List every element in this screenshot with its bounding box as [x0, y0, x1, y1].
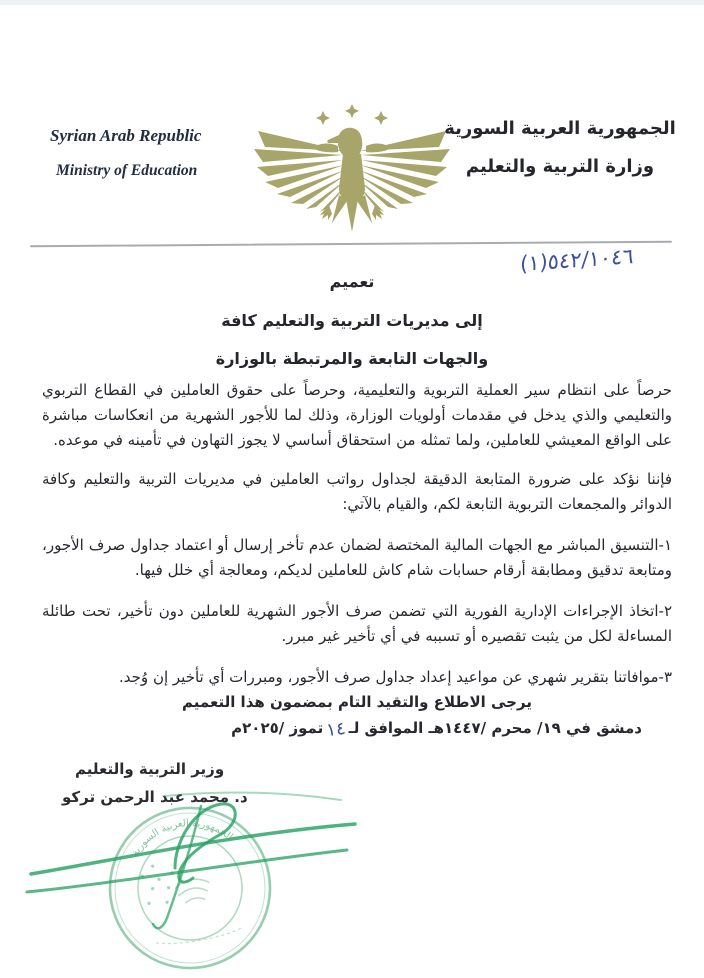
- document-title: تعميم: [329, 272, 375, 291]
- eagle-tail: [332, 195, 372, 232]
- eagle-shapes: [254, 104, 450, 232]
- closing-statement: يرجى الاطلاع والتقيد التام بمضمون هذا التعميم: [182, 693, 532, 711]
- star-icon: [374, 111, 388, 125]
- header-english: [50, 126, 240, 180]
- country-name-ar: الجمهورية العربية السورية: [444, 118, 676, 139]
- scrawl-stroke-top: [165, 793, 341, 800]
- date-printed-suffix: تموز /٢٠٢٥م: [231, 719, 324, 737]
- date-printed-prefix: دمشق في ١٩/ محرم /١٤٤٧هـ الموافق لـ: [348, 719, 642, 737]
- star-icon: [345, 104, 359, 118]
- signatory-title: وزير التربية والتعليم: [75, 760, 225, 778]
- numbered-item-3: ٣-موافاتنا بتقرير شهري عن مواعيد إعداد جداول صرف الأجور، ومبررات أي تأخير إن وُجد.: [119, 668, 672, 686]
- handwritten-day-number: ١٤: [325, 717, 348, 742]
- addressee-line-2: والجهات التابعة والمرتبطة بالوزارة: [215, 349, 489, 368]
- eagle-left-wing: [254, 131, 348, 212]
- stamp-curved-text: الجمهورية العربية السورية: [129, 818, 235, 859]
- eagle-right-wing: [356, 131, 450, 212]
- numbered-item-2: ٢-اتخاذ الإجراءات الإدارية الفورية التي تضمن صرف الأجور الشهرية للعاملين دون تأخير، تحت طائلة المساءلة لكل من يثبت تقصيره أو تسببه في أي تأخير غير مبرر.: [42, 602, 672, 645]
- official-stamp-and-signature-icon: [25, 790, 365, 978]
- header-divider: [30, 241, 672, 247]
- scrawl-stroke-long-1: [31, 824, 355, 874]
- stamp-bottom-dashes: [156, 927, 244, 947]
- body-paragraph-1: حرصاً على انتظام سير العملية التربوية والتعليمية، وحرصاً على حقوق العاملين في القطاع التربوي والتعليمي والذي يدخل في مقدمات أولويات الوزارة، وذلك لما للأجور الشهرية من انعكاسات مباشرة على الواقع المعيشي للعاملين، ولما تمثله من استحقاق أساسي لا يجوز التهاون في تأمينه في موعده.: [42, 381, 672, 449]
- ministry-name-ar: وزارة التربية والتعليم: [465, 156, 655, 177]
- header-arabic: [442, 110, 678, 186]
- star-icon: [316, 111, 330, 125]
- eagle-emblem-icon: [252, 102, 452, 234]
- scan-edge-artifact: [0, 0, 704, 5]
- body-paragraph-2: فإننا نؤكد على ضرورة المتابعة الدقيقة لجداول رواتب العاملين في مديريات التربية والتعليم وكافة الدوائر والمجمعات التربوية التابعة لكم، والقيام بالآتي:: [42, 470, 672, 513]
- handwritten-reference-number: (١)٥٤٢/١٠٤٦: [519, 243, 635, 277]
- country-name-en: Syrian Arab Republic: [50, 126, 202, 145]
- ministry-name-en: Ministry of Education: [56, 162, 198, 179]
- eagle-head: [327, 128, 362, 158]
- date-line: [42, 715, 672, 741]
- eagle-body: [339, 154, 365, 203]
- numbered-item-1: ١-التنسيق المباشر مع الجهات المالية المختصة لضمان عدم تأخر إرسال أو اعتماد جداول صرف الأجور، ومتابعة تدقيق ومطابقة أرقام حسابات شام كاش للعاملين لديكم، ومعالجة أي خلل فيها.: [42, 536, 672, 579]
- addressee-line-1: إلى مديريات التربية والتعليم كافة: [221, 311, 483, 330]
- signatory-name: د. محمد عبد الرحمن تركو: [62, 788, 248, 806]
- letter-body: [42, 378, 672, 741]
